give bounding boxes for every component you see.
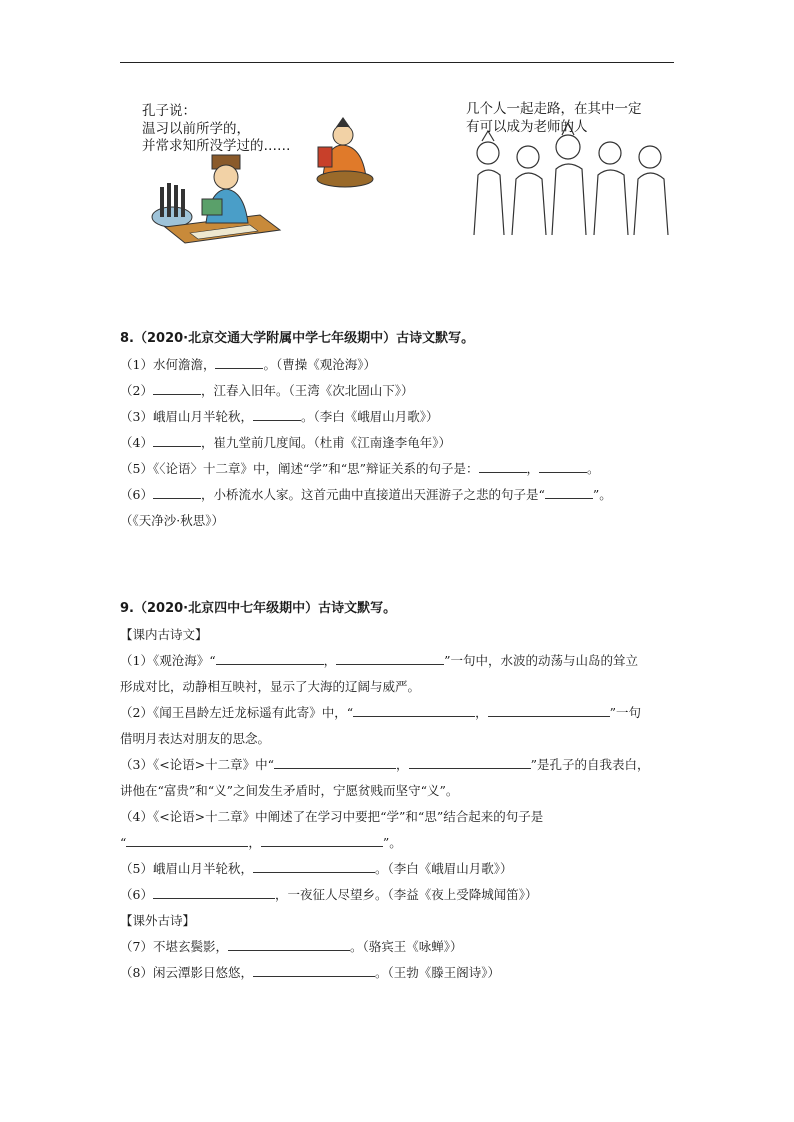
answer-blank[interactable] <box>353 702 475 717</box>
header-rule <box>120 62 674 63</box>
q8-item-4: （4） ，崔九堂前几度闻。（杜甫《江南逢李龟年》） <box>120 430 676 456</box>
q9-item-3: （3）《<论语>十二章》中“ ， ”是孔子的自我表白， <box>120 752 676 778</box>
scroll-stand-icon <box>152 183 192 227</box>
q9-item-1: （1）《观沧海》“ ， ”一句中，水波的动荡与山岛的耸立 <box>120 648 676 674</box>
q9-item-4-cont: “ ， ”。 <box>120 830 676 856</box>
answer-blank[interactable] <box>215 354 263 369</box>
q9-item-2: （2）《闻王昌龄左迁龙标遥有此寄》中，“ ， ”一句 <box>120 700 676 726</box>
speech-line: 几个人一起走路，在其中一定 <box>466 101 642 117</box>
q8-item-2: （2） ，江春入旧年。（王湾《次北固山下》） <box>120 378 676 404</box>
answer-blank[interactable] <box>253 858 375 873</box>
q9-item-2-cont: 借明月表达对朋友的思念。 <box>120 731 271 746</box>
speech-line: 并常求知所没学过的…… <box>142 138 291 154</box>
q8-item-3: （3）峨眉山月半轮秋， 。（李白《峨眉山月歌》） <box>120 404 676 430</box>
q9-item-1-cont: 形成对比，动静相互映衬，显示了大海的辽阔与威严。 <box>120 679 421 694</box>
section-heading-in-class: 【课内古诗文】 <box>120 627 208 642</box>
q9-item-8: （8）闲云潭影日悠悠， 。（王勃《滕王阁诗》） <box>120 960 676 986</box>
q9-item-3-cont: 讲他在“富贵”和“义”之间发生矛盾时，宁愿贫贱而坚守“义”。 <box>120 783 459 798</box>
q9-item-7: （7）不堪玄鬓影， 。（骆宾王《咏蝉》） <box>120 934 676 960</box>
answer-blank[interactable] <box>216 650 324 665</box>
confucius-speech <box>142 103 291 156</box>
answer-blank[interactable] <box>409 754 531 769</box>
q8-item-6-source: （《天净沙·秋思》） <box>120 513 224 528</box>
answer-blank[interactable] <box>488 702 610 717</box>
question-9 <box>120 599 676 986</box>
group-speech <box>466 101 642 136</box>
answer-blank[interactable] <box>126 832 248 847</box>
question-8 <box>120 329 676 534</box>
confucius-figure-icon <box>317 117 373 187</box>
q9-item-5: （5）峨眉山月半轮秋， 。（李白《峨眉山月歌》） <box>120 856 676 882</box>
speech-line: 温习以前所学的， <box>142 120 250 137</box>
question-title: 8.（2020·北京交通大学附属中学七年级期中）古诗文默写。 <box>120 331 475 346</box>
question-title: 9.（2020·北京四中七年级期中）古诗文默写。 <box>120 601 397 616</box>
q8-item-6: （6） ，小桥流水人家。这首元曲中直接道出天涯游子之悲的句子是“ ”。 <box>120 482 676 508</box>
q9-item-6: （6） ，一夜征人尽望乡。（李益《夜上受降城闻笛》） <box>120 882 676 908</box>
speech-line: 有可以成为老师的人 <box>466 118 588 135</box>
answer-blank[interactable] <box>479 458 527 473</box>
answer-blank[interactable] <box>153 884 275 899</box>
section-heading-extra: 【课外古诗】 <box>120 913 196 928</box>
answer-blank[interactable] <box>253 962 375 977</box>
answer-blank[interactable] <box>261 832 383 847</box>
answer-blank[interactable] <box>336 650 444 665</box>
answer-blank[interactable] <box>274 754 396 769</box>
scholar-figure-icon <box>202 155 248 223</box>
answer-blank[interactable] <box>153 380 201 395</box>
group-of-people-icon <box>474 123 668 235</box>
answer-blank[interactable] <box>153 432 201 447</box>
answer-blank[interactable] <box>153 484 201 499</box>
q8-item-5: （5）《〈论语〉十二章》中，阐述“学”和“思”辩证关系的句子是： ， 。 <box>120 456 676 482</box>
answer-blank[interactable] <box>253 406 301 421</box>
answer-blank[interactable] <box>228 936 350 951</box>
answer-blank[interactable] <box>545 484 593 499</box>
q9-item-4: （4）《<论语>十二章》中阐述了在学习中要把“学”和“思”结合起来的句子是 <box>120 809 544 824</box>
q8-item-1: （1）水何澹澹， 。（曹操《观沧海》） <box>120 352 676 378</box>
speech-line: 孔子说： <box>142 103 196 119</box>
answer-blank[interactable] <box>539 458 587 473</box>
